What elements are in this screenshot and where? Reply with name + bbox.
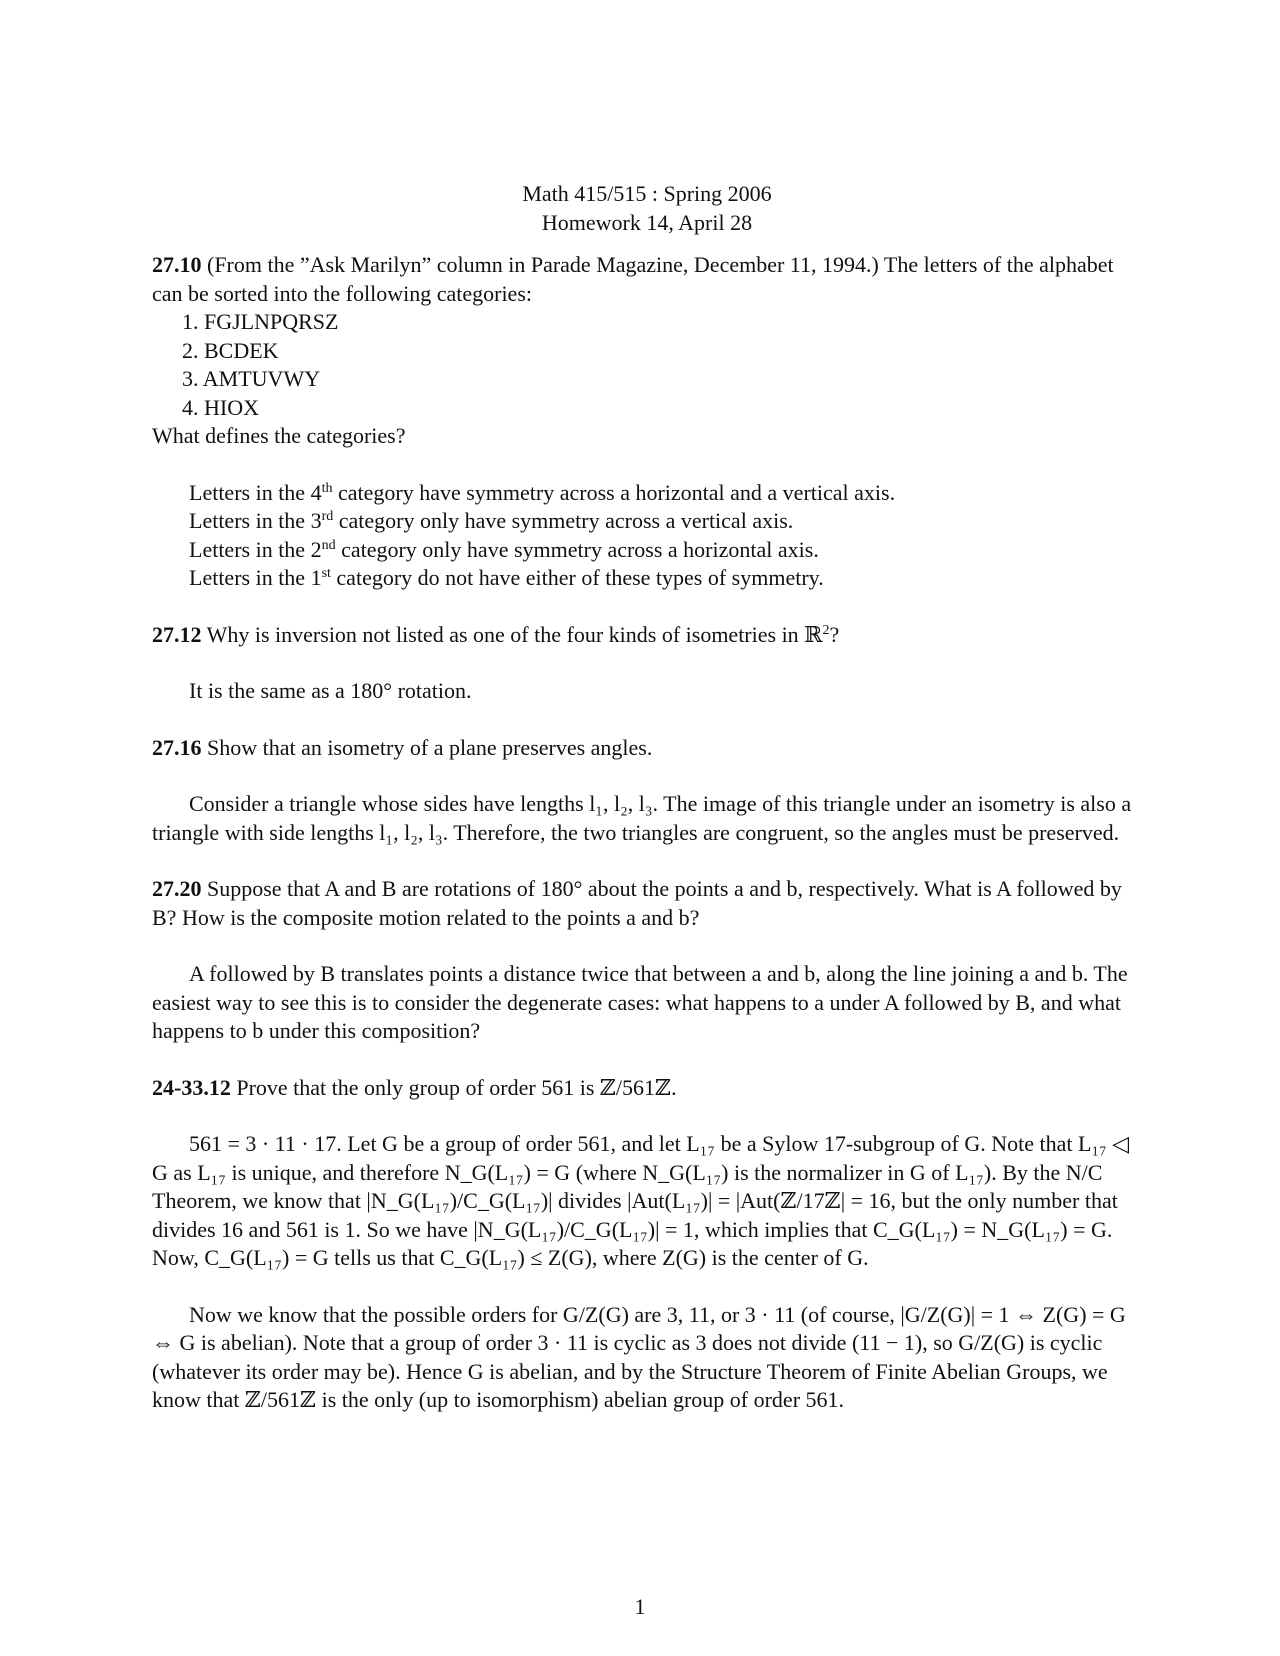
answer-line: Letters in the 2nd category only have symmetry across a horizontal axis. xyxy=(189,536,819,562)
problem-number: 27.16 xyxy=(152,734,202,760)
answer-block xyxy=(152,479,1142,593)
list-item: 1. FGJLNPQRSZ xyxy=(182,309,339,334)
assignment-title: Homework 14, April 28 xyxy=(541,209,753,235)
problem-closing: What defines the categories? xyxy=(152,423,406,448)
answer-text: Now we know that the possible orders for G/Z(G) are 3, 11, or 3 · 11 (of course, |G/Z(G)| = 1 ⇔ Z(G) = G ⇔ G is abelian). Note that a group of order 3 · 11 is cyclic as 3 does not divide (11 − 1), so G/Z(G) is cyclic (whatever its order may be). Hence G is abelian, and by the Structure Theorem of Finite Abelian Groups, we know that ℤ/561ℤ is the only (up to isomorphism) abelian group of order 561. xyxy=(152,1301,1126,1412)
course-title: Math 415/515 : Spring 2006 xyxy=(522,181,772,206)
answer-line: Letters in the 4th category have symmetry across a horizontal and a vertical axis. xyxy=(189,479,896,505)
answer-text: Consider a triangle whose sides have lengths l₁, l₂, l₃. The image of this triangle under an isometry is also a triangle with side lengths l₁, l₂, l₃. Therefore, the two triangles are congruent, so the angles must be preserved. xyxy=(152,791,1132,845)
answer-text: It is the same as a 180° rotation. xyxy=(189,678,472,703)
category-list xyxy=(152,308,1142,422)
problem-27-20 xyxy=(152,875,1142,1046)
problem-question: Suppose that A and B are rotations of 180° about the points a and b, respectively. What is A followed by B? How is the composite motion related to the points a and b? xyxy=(152,876,1122,930)
problem-27-12: 27.12 Why is inversion not listed as one of the four kinds of isometries in ℝ$^2$? It is the same as a 180° rotation. xyxy=(152,621,1142,706)
problem-question: Show that an isometry of a plane preserves angles. xyxy=(207,734,653,760)
problem-27-16 xyxy=(152,734,1142,848)
problem-number: 27.20 xyxy=(152,876,202,901)
list-item: 3. AMTUVWY xyxy=(182,366,321,391)
list-item: 2. BCDEK xyxy=(182,337,279,363)
problem-24-33-12 xyxy=(152,1074,1142,1415)
problem-number: 27.12 xyxy=(152,621,202,647)
list-item: 4. HIOX xyxy=(182,394,259,420)
answer-line: Letters in the 1st category do not have either of these types of symmetry. xyxy=(189,565,824,590)
problem-number: 24-33.12 xyxy=(152,1074,231,1100)
problem-number: 27.10 xyxy=(152,252,202,277)
page-number: 1 xyxy=(634,1594,646,1619)
answer-text: A followed by B translates points a distance twice that between a and b, along the line joining a and b. The easiest way to see this is to consider the degenerate cases: what happens to a under A followed by B, and what happens to b under this composition? xyxy=(152,961,1128,1043)
document-title xyxy=(152,180,1142,237)
answer-text: 561 = 3 · 11 · 17. Let G be a group of order 561, and let L₁₇ be a Sylow 17-subgroup of G. Note that L₁₇ ◁ G as L₁₇ is unique, and therefore N_G(L₁₇) = G (where N_G(L₁₇) is the normalizer in G of L₁₇). By the N/C Theorem, we know that |N_G(L₁₇)/C_G(L₁₇)| divides |Aut(L₁₇)| = |Aut(ℤ/17ℤ| = 16, but the only number that divides 16 and 561 is 1. So we have |N_G(L₁₇)/C_G(L₁₇)| = 1, which implies that C_G(L₁₇) = N_G(L₁₇) = G. Now, C_G(L₁₇) = G tells us that C_G(L₁₇) ≤ Z(G), where Z(G) is the center of G. xyxy=(152,1131,1130,1270)
problem-question: Prove that the only group of order 561 is ℤ/561ℤ. xyxy=(236,1074,677,1100)
problem-27-10 xyxy=(152,251,1142,593)
answer-line: Letters in the 3rd category only have symmetry across a vertical axis. xyxy=(189,508,794,533)
document-page xyxy=(152,180,1142,1443)
problem-question: (From the ”Ask Marilyn” column in Parade Magazine, December 11, 1994.) The letters of the alphabet can be sorted into the following categories: xyxy=(152,252,1114,306)
